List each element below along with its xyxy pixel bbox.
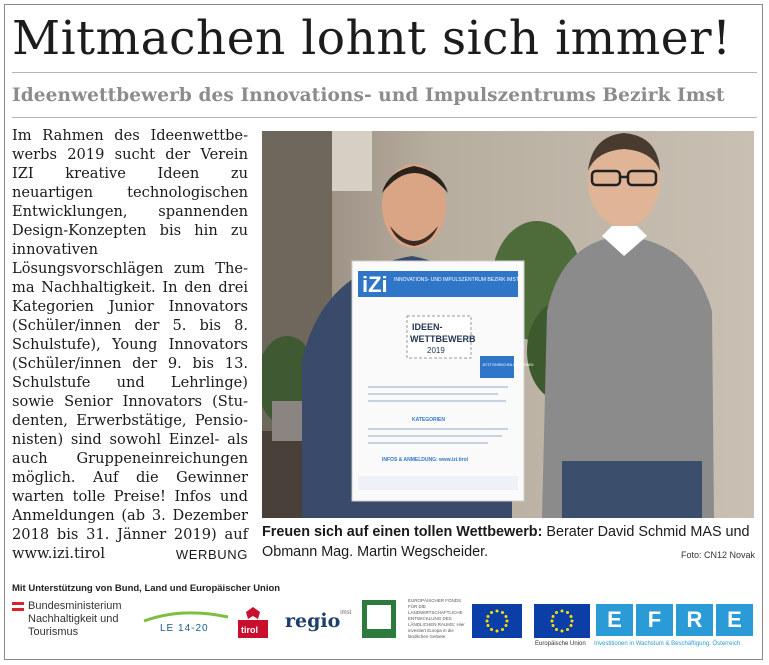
tirol-eagle-icon [238,606,268,638]
le-logo-text: LE 14-20 [160,623,209,634]
tirol-logo [238,606,268,638]
headline: Mitmachen lohnt sich immer! [12,11,732,66]
le-14-20-logo [142,605,230,637]
regio-logo-sup: imst [340,610,352,616]
ministry-logo [12,600,122,639]
regio-logo-text: regio [285,610,341,632]
ministry-line-3: Tourismus [28,626,79,638]
subheadline: Ideenwettbewerb des Innovations- und Impulszentrums Bezirk Imst [12,85,725,106]
subheadline-divider [12,117,757,118]
eu-stars-icon-2 [534,604,590,638]
article-body [12,126,248,564]
poster-badge: JETZT EINREICHEN & GEWINNEN [482,363,534,367]
austria-flag-icon [12,602,24,611]
regio-imst-logo [285,610,351,632]
poster-year: 2019 [427,346,445,355]
support-label: Mit Unterstützung von Bund, Land und Europäischer Union [12,583,281,594]
ministry-line-2: Nachhaltigkeit und [28,613,119,625]
leader-logo [362,600,396,638]
caption-bold: Freuen sich auf einen tollen Wettbewerb: [262,524,543,540]
eu-flag-efre-icon [534,604,590,638]
leader-logo-icon [367,605,391,629]
poster-website: INFOS & ANMELDUNG: www.izi.tirol [382,457,469,463]
eu-label: Europäische Union [535,641,586,647]
poster-brand: iZi [362,272,388,297]
article-photo [262,131,754,518]
efre-caption: Investitionen in Wachstum & Beschäftigung. Österreich [594,641,741,647]
eu-flag-icon [472,604,522,638]
efre-letter: R [676,604,713,636]
article-body-text: Im Rahmen des Ideenwettbewerbs 2019 sucht der Verein IZI kreative Ideen zu neuartigen technologischen Entwicklungen, spannenden Design-Konzepten bis hin zu innovativen Lösungsvorschlägen zum Thema Nachhaltigkeit. In den drei Kategorien Junior Innovators (Schüler/innen der 5. bis 8. Schulstufe), Young Innovators (Schüler/innen der 9. bis 13. Schulstufe und Lehrlinge) sowie Senior Innovators (Studenten, Erwerbstätige, Pensionisten) sind sowohl Einzel- als auch Gruppeneinreichungen möglich. Auf die Gewinner warten tolle Preise! Infos und Anmeldungen (ab 3. Dezember 2018 bis 31. Jänner 2019) auf www.izi.tirol [12,127,248,562]
headline-divider [12,72,757,73]
efre-letter: E [716,604,753,636]
le-swoosh-icon [142,605,230,625]
caption-text: Berater David Schmid MAS und Obmann Mag. Martin Wegscheider. [262,524,750,560]
advertising-tag: WERBUNG [175,547,248,562]
efre-letter: E [596,604,633,636]
poster-title-1: IDEEN- [412,322,443,332]
efre-logo [596,604,753,636]
poster-header: INNOVATIONS- UND IMPULSZENTRUM BEZIRK IMST [394,277,519,283]
eu-stars-icon [472,604,522,638]
efre-letter: F [636,604,673,636]
photo-credit: Foto: CN12 Novak [680,550,755,560]
ministry-line-1: Bundesministerium [28,600,122,612]
photo-illustration [262,131,754,518]
tirol-logo-text: tirol [241,625,258,635]
poster-categories: KATEGORIEN [412,417,445,423]
contest-poster [352,261,534,501]
poster-title-2: WETTBEWERB [410,334,476,344]
eafrd-text: EUROPÄISCHER FONDS FÜR DIE LANDWIRTSCHAFTLICHE ENTWICKLUNG DES LÄNDLICHEN RAUMS: Hier investiert Europa in die ländlichen Gebiete [408,598,465,639]
